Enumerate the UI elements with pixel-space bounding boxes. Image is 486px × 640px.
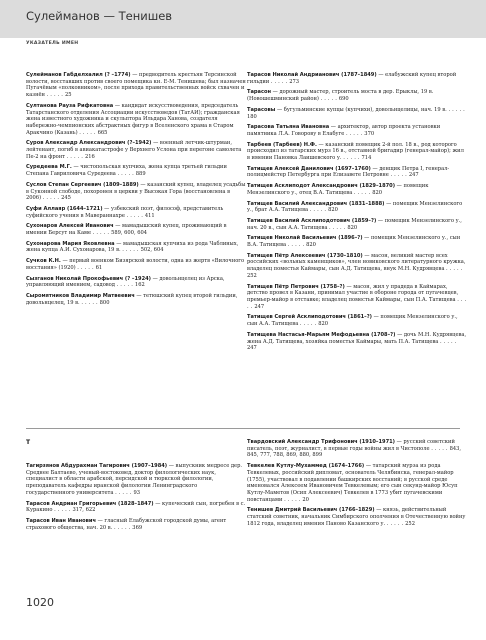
- entry-description: — помещик Мензелинского у., сын А.А. Татищева: [247, 314, 458, 328]
- entry-description: — довольнцелец из Арска, управляющий имением, садовод: [26, 275, 225, 289]
- index-entry: [247, 284, 467, 311]
- entry-description: — кандидат искусствоведения, председатель Татарстанского отделения Ассоциации искусствоведов (ТатАИ); гражданская жена известного художника и скульптора Ильдара Ханова, создателя набережно-чемпионских абстрактных фигур в Вселенского храма в Старом Аракчино (Казань): [26, 102, 240, 136]
- entry-pages: 843, 845, 777, 788, 869, 880, 899: [247, 445, 462, 459]
- index-entry: [26, 223, 246, 236]
- index-column-right-top: [247, 72, 467, 356]
- index-entry: [247, 142, 467, 162]
- leader-dots: . . . . .: [116, 282, 135, 289]
- entry-pages: 820: [347, 224, 358, 231]
- entry-pages: 245: [61, 195, 71, 202]
- entry-description: — купеческий сын, погребен в с. Куракино: [26, 500, 246, 514]
- index-entry: [247, 463, 467, 503]
- leader-dots: . . . . .: [345, 130, 365, 137]
- index-entry: [247, 253, 467, 280]
- entry-name: Тарасова Татьяна Ивановна: [247, 124, 330, 131]
- entry-description: — узбекский поэт, философ, представитель суфийского учения в Мавераннахре: [26, 205, 224, 219]
- leader-dots: . . . . .: [386, 520, 406, 527]
- entry-description: — мамадышская купчиха из рода Чаблиных, жена купца А.И. Сухонарова, 19 в.: [26, 240, 239, 254]
- section-label: УКАЗАТЕЛЬ ИМЕН: [26, 41, 79, 46]
- index-entry: [247, 89, 467, 102]
- leader-dots: . . . . .: [446, 266, 463, 273]
- entry-pages: 180: [247, 113, 257, 120]
- index-column-left-top: [26, 72, 246, 310]
- entry-name: Татищев Сергей Асклиподотович (1861–?): [247, 314, 373, 321]
- entry-name: Сучков К.Н.: [26, 258, 61, 265]
- leader-dots: . . . . .: [270, 78, 290, 85]
- entry-pages: 162: [134, 282, 145, 289]
- entry-description: — мамадышский купец, проживающий в имении Берсут на Каме: [26, 223, 227, 237]
- entry-description: — выпускник медресе дер. Среднее Балтаево, ученый-востоковед, доктор филологических наук, специалист в области арабской, персидской и тюркской филологии, преподаватель кафедры иранской филологии Ленинградского государственного университета: [26, 463, 243, 496]
- leader-dots: . . . . .: [353, 189, 373, 196]
- index-entry: [26, 258, 246, 271]
- leader-dots: . . . . .: [343, 155, 362, 162]
- entry-pages: 247: [247, 345, 257, 352]
- index-column-right-bottom: [247, 439, 467, 531]
- entry-name: Суслов Степан Сергеевич (1809–1889): [26, 181, 139, 188]
- index-column-left-bottom: [26, 463, 246, 535]
- entry-pages: 247: [254, 303, 265, 310]
- entry-description: — помещик Мензелинского у., нач. 20 в., сын А.А. Татищева: [247, 217, 462, 231]
- leader-dots: . . . . .: [126, 212, 145, 219]
- index-entry: [247, 507, 467, 527]
- letter-divider: [26, 428, 460, 429]
- page-number: 1020: [26, 596, 54, 609]
- leader-dots: . . . . .: [284, 496, 303, 503]
- entry-pages: 370: [364, 130, 375, 137]
- entry-description: — первый военком Бизярской волости, одна из жертв «Вилочного восстания» (1920): [26, 258, 245, 271]
- entry-name: Суредеева М.Г.: [26, 164, 72, 171]
- entry-name: Тарасон: [247, 89, 272, 96]
- entry-name: Татищев Василий Александрович (1831–1888): [247, 200, 385, 207]
- entry-description: — елабужский купец второй гильдии: [247, 72, 457, 85]
- index-entry: [247, 72, 467, 85]
- entry-pages: 20: [302, 496, 309, 503]
- leader-dots: . . . . .: [431, 445, 450, 452]
- entry-name: Сыромятников Владимир Матвеевич: [26, 292, 135, 299]
- leader-dots: . . . . .: [42, 195, 62, 202]
- entry-name: Султанова Рауза Рифкатовна: [26, 102, 114, 109]
- entry-pages: 820: [306, 242, 316, 249]
- entry-description: — русский советский писатель, поэт, журналист, в первые годы войны жил в Чистополе: [247, 439, 455, 452]
- entry-description: — архитектор, автор проекта установки памятника Л.А. Говорову в Елабуге: [247, 124, 441, 137]
- leader-dots: . . . . .: [247, 296, 467, 310]
- entry-name: Сулейманов Габделхалил (? –1774): [26, 72, 131, 78]
- entry-description: — тетюшский купец второй гильдии, довольнцелец, 19 в.: [26, 292, 238, 306]
- index-entry: [26, 276, 246, 289]
- entry-name: Тарасовы: [247, 106, 276, 113]
- index-entry: [26, 463, 246, 497]
- entry-pages: 93: [133, 489, 140, 496]
- leader-dots: . . . . .: [92, 230, 112, 237]
- entry-pages: 665: [97, 129, 108, 136]
- index-entry: [247, 439, 467, 459]
- leader-dots: . . . . .: [77, 264, 96, 271]
- index-entry: [247, 332, 467, 352]
- index-entry: [26, 182, 246, 202]
- entry-name: Татищева Настасья-Марьям Мефодьевна (1708–?): [247, 331, 396, 338]
- index-entry: [247, 124, 467, 137]
- entry-pages: 411: [144, 212, 155, 219]
- leader-dots: . . . . .: [117, 171, 136, 178]
- index-entry: [247, 314, 467, 327]
- leader-dots: . . . . .: [79, 129, 98, 136]
- entry-description: — князь, действительный статский советник, начальник Симбирского ополчения в Отечественную войну 1812 года, владелец имения Пановo Казанского у.: [247, 507, 466, 527]
- leader-dots: . . . . .: [320, 96, 339, 103]
- index-entry: [26, 241, 246, 254]
- entry-name: Татищев Василий Асклиподотович (1859–?): [247, 217, 377, 224]
- entry-name: Суров Александр Александрович (?–1942): [26, 140, 152, 147]
- leader-dots: . . . . .: [440, 338, 457, 345]
- entry-description: — денщик Петра I, генерал-полицмейстер Петербурга при Елизавете Петровне: [247, 165, 450, 179]
- leader-dots: . . . . .: [81, 299, 100, 306]
- entry-name: Татищев Асклиподот Александрович (1829–1870): [247, 183, 396, 190]
- entry-pages: 252: [405, 520, 415, 527]
- entry-description: — предводитель крестьян Терсинской волости, восставших против своего помещика кн. Е-М. Тенишева; был назначен Пугачёвым «полковником», после прихода правительственных войск схвачен и казнён: [26, 72, 246, 99]
- entry-name: Сызганов Николай Прокофьевич (? –1924): [26, 275, 151, 282]
- entry-description: — помещик Мензелинского у., брат А.А. Татищева: [247, 200, 463, 214]
- entry-description: — военный летчик-штурман, лейтенант, погиб в авиакатастрофе у Верхнего Услона при перегоне самолета Пе-2 на фронт: [26, 140, 242, 160]
- index-entry: [247, 183, 467, 196]
- entry-name: Татищев Николай Васильевич (1896–?): [247, 235, 363, 242]
- leader-dots: . . . . .: [113, 524, 133, 531]
- entry-pages: 61: [95, 264, 103, 271]
- entry-pages: 252: [247, 272, 257, 279]
- entry-name: Тарасов Андриан Григорьевич (1828–1847): [26, 500, 154, 507]
- leader-dots: . . . . .: [287, 242, 307, 249]
- entry-description: — чистопольская купчиха, жена купца третьей гильдии Степана Гавриловича Суредеева: [26, 164, 227, 178]
- leader-dots: . . . . .: [54, 507, 73, 514]
- entry-pages: 820: [328, 207, 338, 214]
- leader-dots: . . . . .: [309, 207, 329, 214]
- entry-pages: 273: [289, 78, 299, 85]
- leader-dots: . . . . .: [329, 224, 348, 231]
- entry-description: — помещик Мензелинского у., отец В.А. Татищева: [247, 183, 429, 196]
- index-entry: [26, 501, 246, 514]
- entry-name: Сухонарова Мария Яковлевна: [26, 240, 115, 247]
- index-entry: [26, 164, 246, 177]
- entry-pages: 247: [408, 172, 419, 179]
- entry-name: Тарасов Николай Андрианович (1787–1849): [247, 72, 377, 78]
- entry-description: — масон, великий мастер всех российских «вольных каменщиков», член новиковского литературного кружка, владелец поместья Каймары, сын А.Д. Татищева, внук М.Н. Кудрявцева: [247, 252, 466, 273]
- index-entry: [26, 206, 246, 219]
- entry-name: Тевкелев Кутлу-Мухаммед (1674–1766): [247, 463, 365, 470]
- entry-pages: 25: [64, 92, 72, 99]
- entry-name: Тарасов Иван Иванович: [26, 517, 96, 524]
- entry-pages: 690: [338, 96, 349, 103]
- entry-pages: 889: [135, 171, 146, 178]
- entry-name: Тарбеев (Тарбеев) Н.Ф.: [247, 141, 317, 148]
- index-entry: [247, 201, 467, 214]
- entry-pages: 589, 600, 604: [111, 230, 148, 237]
- leader-dots: . . . . .: [46, 92, 65, 99]
- running-title: Сулейманов — Тенишев: [26, 9, 173, 23]
- entry-description: — татарский мурза из рода Тевкелевых, российский дипломат, основатель Челябинска, генерал-майор (1755), участвовал в подавлении башкирских восстаний; в русской среде именовался Алексеем Ивановичем Тевкелевым; его сын секунд-майор Юсуп Кутлу-Маметов (Осип Алексеевич) Тевкелев в 1773 убит пугачевскими повстанцами: [247, 463, 458, 503]
- entry-pages: 820: [318, 321, 329, 328]
- index-entry: [26, 293, 246, 306]
- index-entry: [26, 103, 246, 137]
- index-entry: [26, 72, 246, 99]
- index-entry: [247, 235, 467, 248]
- entry-name: Татищев Алексей Данилович (1697–1760): [247, 165, 371, 172]
- entry-pages: 317, 622: [72, 507, 96, 514]
- entry-name: Тенишев Дмитрий Васильевич (1766–1829): [247, 507, 375, 514]
- index-entry: [247, 218, 467, 231]
- entry-name: Тагирзянов Абдурахман Тагирович (1907–1984): [26, 463, 168, 469]
- leader-dots: . . . . .: [115, 489, 134, 496]
- leader-dots: . . . . .: [448, 106, 465, 113]
- entry-description: — дорожный мастер, строитель моста в дер. Ерыклы, 19 в. (Новошешминский район): [247, 89, 434, 103]
- leader-dots: . . . . .: [122, 247, 141, 254]
- entry-pages: 714: [361, 155, 372, 162]
- entry-description: — дочь М.Н. Кудрявцева, жена А.Д. Татищева, хозяйка поместья Каймары, мать П.А. Татищева: [247, 331, 467, 345]
- entry-name: Татищев Пётр Петрович (1758–?): [247, 283, 345, 290]
- index-entry: [247, 166, 467, 179]
- entry-pages: 820: [372, 189, 383, 196]
- entry-name: Суфи Аллаяр (1644–1721): [26, 205, 103, 212]
- entry-description: — гласный Елабужской городской думы, агент страхового общества, нач. 20 в.: [26, 517, 227, 531]
- entry-pages: 502, 604: [140, 247, 164, 254]
- entry-description: — казанский купец, владелец усадьбы в Суконной слободе, похоронен в церкви у Высокая Гора (восстановлена в 2006): [26, 181, 246, 202]
- index-entry: [26, 140, 246, 160]
- entry-description: — масон, жил у прадеда в Каймарах, детство провел в Казани, принимал участие в обороне города от пугачевцев, премьер-майор в отставке; владелец поместья Каймары, сын П.А. Татищева: [247, 283, 459, 303]
- leader-dots: . . . . .: [66, 153, 85, 160]
- entry-name: Твардовский Александр Трифонович (1910–1971): [247, 439, 395, 445]
- leader-dots: . . . . .: [299, 321, 319, 328]
- entry-pages: 369: [132, 524, 143, 531]
- leader-dots: . . . . .: [390, 172, 409, 179]
- entry-description: — бугульминские купцы (купчихи), довольнцелицы, нач. 19 в.: [275, 106, 449, 113]
- entry-name: Татищев Пётр Алексеевич (1730–1810): [247, 252, 363, 259]
- entry-name: Сухонаров Алексей Иванович: [26, 223, 114, 230]
- entry-description: — казанский помещик 2-й пол. 18 в., род которого происходил из татарских мурз 16 в., отставной бригадир (генерал-майор); жил в имении Пановка Лаишевского у.: [247, 141, 464, 162]
- entry-description: — помещик Мензелинского у., сын В.А. Татищева: [247, 235, 461, 249]
- letter-marker: Т: [26, 439, 31, 446]
- entry-pages: 216: [84, 153, 95, 160]
- entry-pages: 800: [99, 299, 110, 306]
- index-entry: [26, 518, 246, 531]
- index-entry: [247, 107, 467, 120]
